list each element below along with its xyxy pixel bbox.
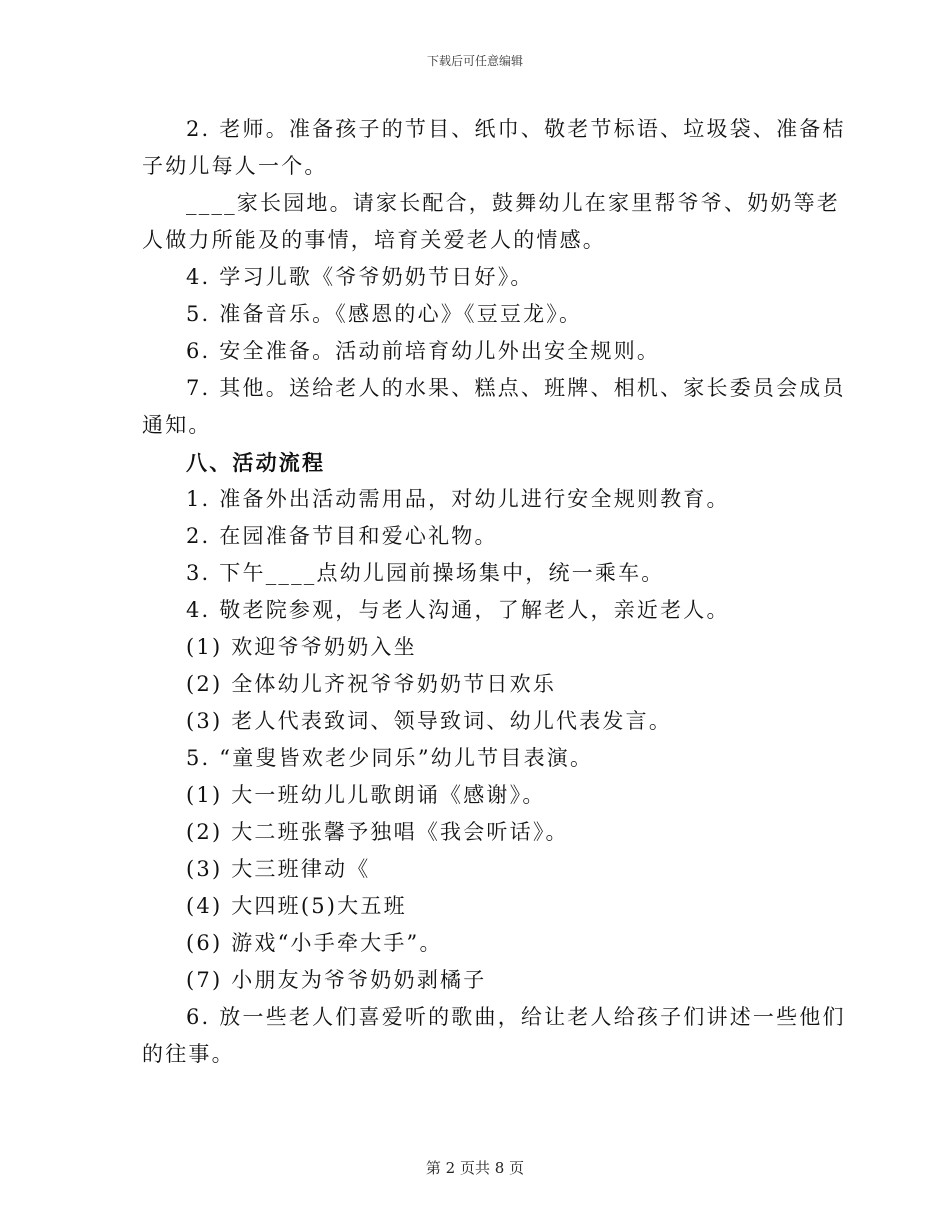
list-item: (6) 游戏“小手牵大手”。 <box>186 931 443 955</box>
list-item: (1) 欢迎爷爷奶奶入坐 <box>186 635 417 659</box>
text-line: 7. 其他。送给老人的水果、糕点、班牌、相机、家长委员会成员 <box>186 376 846 400</box>
text-line: 1. 准备外出活动需用品，对幼儿进行安全规则教育。 <box>186 487 730 511</box>
text-line: 2. 在园准备节目和爱心礼物。 <box>186 524 498 548</box>
list-item: (7) 小朋友为爷爷奶奶剥橘子 <box>186 968 487 992</box>
text-line: 6. 安全准备。活动前培育幼儿外出安全规则。 <box>186 339 661 363</box>
text-line: 的往事。 <box>142 1042 235 1066</box>
text-line: 4. 学习儿歌《爷爷奶奶节日好》。 <box>186 265 534 289</box>
text-line: 5. 准备音乐。《感恩的心》《豆豆龙》。 <box>186 302 583 326</box>
text-line: 3. 下午____点幼儿园前操场集中，统一乘车。 <box>186 561 665 585</box>
list-item: (4) 大四班(5)大五班 <box>186 894 407 918</box>
list-item: (3) 大三班律动《 <box>186 857 371 881</box>
text-line: ____家长园地。请家长配合，鼓舞幼儿在家里帮爷爷、奶奶等老 <box>186 191 840 215</box>
list-item: (2) 全体幼儿齐祝爷爷奶奶节日欢乐 <box>186 672 557 696</box>
text-line: 5. “童叟皆欢老少同乐”幼儿节目表演。 <box>186 746 594 770</box>
list-item: (2) 大二班张馨予独唱《我会听话》。 <box>186 820 569 844</box>
page-footer: 第 2 页共 8 页 <box>425 1159 525 1177</box>
text-line: 6. 放一些老人们喜爱听的歌曲，给让老人给孩子们讲述一些他们 <box>186 1005 846 1029</box>
text-line: 通知。 <box>142 413 212 437</box>
text-line: 2. 老师。准备孩子的节目、纸巾、敬老节标语、垃圾袋、准备桔 <box>186 117 846 141</box>
list-item: (1) 大一班幼儿儿歌朗诵《感谢》。 <box>186 783 546 807</box>
list-item: (3) 老人代表致词、领导致词、幼儿代表发言。 <box>186 709 673 733</box>
text-line: 4. 敬老院参观，与老人沟通，了解老人，亲近老人。 <box>186 598 730 622</box>
text-line: 人做力所能及的事情，培育关爱老人的情感。 <box>142 228 606 252</box>
section-heading: 八、活动流程 <box>186 450 326 475</box>
page-header: 下载后可任意编辑 <box>426 54 523 68</box>
text-line: 子幼儿每人一个。 <box>142 154 328 178</box>
document-body <box>142 111 846 1073</box>
